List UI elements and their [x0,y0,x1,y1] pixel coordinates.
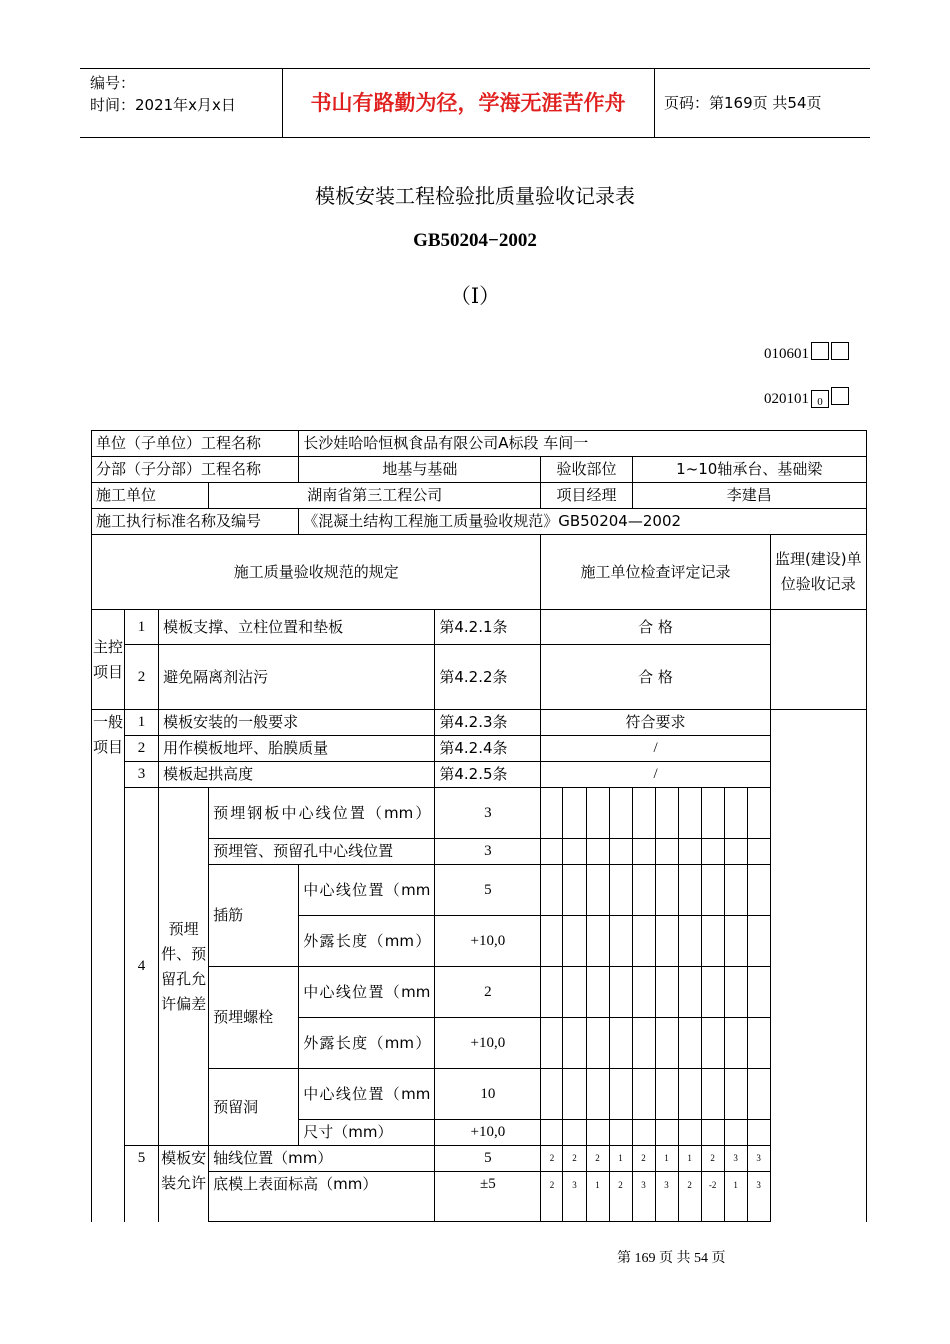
measure-cell[interactable] [655,839,678,865]
measure-cell[interactable] [632,1018,655,1069]
row-number: 2 [125,736,159,762]
row-number: 1 [125,610,159,645]
measure-cell[interactable]: 1 [678,1146,701,1172]
item-name: 避免隔离剂沾污 [159,645,435,710]
item-name: 模板支撑、立柱位置和垫板 [159,610,435,645]
header-meta [90,72,236,116]
group-label: 模板安装允许 [159,1146,209,1222]
measure-cell[interactable] [747,1018,770,1069]
measure-cell[interactable] [541,916,563,967]
subgroup-label: 预埋螺栓 [209,967,299,1069]
measure-cell[interactable] [586,1069,609,1120]
measure-cell[interactable] [586,916,609,967]
measure-cell[interactable] [701,967,724,1018]
standard-code: GB50204−2002 [413,230,537,251]
item-name: 轴线位置（mm） [209,1146,435,1172]
sub-item-name: 中心线位置（mm [299,967,435,1018]
header-motto: 书山有路勤为径，学海无涯苦作舟 [310,91,626,115]
spec-header: 施工质量验收规范的规定 [92,535,541,610]
clause: 第4.2.4条 [435,736,541,762]
item-name: 模板起拱高度 [159,762,435,788]
measure-cell[interactable] [586,1120,609,1146]
project-label: 单位（子单位）工程名称 [92,431,299,457]
date-label: 时间：2021年x月x日 [90,96,236,114]
part-value: 1~10轴承台、基础梁 [632,457,866,483]
measure-cell[interactable] [678,865,701,916]
measure-cell[interactable] [678,839,701,865]
measure-cell[interactable] [586,788,609,839]
measure-cell[interactable] [632,1069,655,1120]
measure-cell[interactable]: 1 [655,1146,678,1172]
allowed-value: 2 [435,967,541,1018]
measure-cell[interactable] [655,1120,678,1146]
check-result: 合 格 [541,610,770,645]
code-box[interactable] [831,342,849,360]
measure-cell[interactable]: 3 [747,1146,770,1172]
code-value: 010601 [764,346,809,362]
code-line-1 [764,342,849,363]
measure-cell[interactable] [678,788,701,839]
code-box[interactable] [831,387,849,405]
measure-cell[interactable] [563,865,586,916]
measure-cell[interactable] [655,865,678,916]
measure-cell[interactable] [701,865,724,916]
measure-cell[interactable] [724,1018,747,1069]
measure-cell[interactable] [701,1120,724,1146]
part-label: 验收部位 [541,457,632,483]
row-number: 5 [125,1146,159,1222]
measure-cell[interactable] [678,1120,701,1146]
measure-cell[interactable]: 3 [724,1146,747,1172]
item-name: 预埋管、预留孔中心线位置 [209,839,435,865]
measure-cell[interactable]: 3 [655,1172,678,1222]
measure-cell[interactable] [701,916,724,967]
measure-cell[interactable] [586,865,609,916]
page-header [80,68,870,138]
allowed-value: 3 [435,788,541,839]
measure-cell[interactable] [541,1120,563,1146]
standard-label: 施工执行标准名称及编号 [92,509,299,535]
header-divider [654,69,655,137]
check-result: / [541,762,770,788]
row-number: 3 [125,762,159,788]
measure-cell[interactable] [609,788,632,839]
measure-cell[interactable]: 1 [724,1172,747,1222]
code-box[interactable] [811,342,829,360]
measure-cell[interactable] [724,1120,747,1146]
clause: 第4.2.2条 [435,645,541,710]
measure-cell[interactable] [609,839,632,865]
measure-cell[interactable] [747,865,770,916]
measure-cell[interactable] [701,788,724,839]
standard-value: 《混凝土结构工程施工质量验收规范》GB50204—2002 [299,509,867,535]
sub-item-name: 中心线位置（mm [299,865,435,916]
number-label: 编号： [90,74,136,92]
measure-cell[interactable]: 2 [541,1172,563,1222]
supervisor-header: 监理(建设)单位验收记录 [770,535,866,610]
measure-cell[interactable]: 3 [747,1172,770,1222]
subgroup-label: 预留洞 [209,1069,299,1146]
measure-cell[interactable] [655,916,678,967]
measure-cell[interactable] [724,788,747,839]
row-number: 4 [125,788,159,1146]
measure-cell[interactable]: 2 [609,1172,632,1222]
allowed-value: 10 [435,1069,541,1120]
measure-cell[interactable] [747,916,770,967]
measure-cell[interactable] [678,916,701,967]
measure-cell[interactable] [747,1069,770,1120]
division-label: 分部（子分部）工程名称 [92,457,299,483]
measure-cell[interactable] [563,1018,586,1069]
document-title: 模板安装工程检验批质量验收记录表 [315,184,635,208]
page-footer: 第 169 页 共 54 页 [617,1251,726,1266]
measure-cell[interactable] [632,1120,655,1146]
measure-cell[interactable] [541,865,563,916]
measure-cell[interactable] [632,916,655,967]
measure-cell[interactable] [541,788,563,839]
measure-cell[interactable] [563,916,586,967]
measure-cell[interactable] [563,1120,586,1146]
measure-cell[interactable] [609,1069,632,1120]
item-name: 预埋钢板中心线位置（mm） [209,788,435,839]
measure-cell[interactable] [678,1069,701,1120]
row-number: 2 [125,645,159,710]
measure-cell[interactable] [632,788,655,839]
division-value: 地基与基础 [299,457,541,483]
measure-cell[interactable] [724,865,747,916]
measure-cell[interactable] [655,788,678,839]
measure-cell[interactable] [563,967,586,1018]
measure-cell[interactable]: 1 [609,1146,632,1172]
measure-cell[interactable] [609,967,632,1018]
item-name: 模板安装的一般要求 [159,710,435,736]
contractor-value: 湖南省第三工程公司 [209,483,541,509]
measure-cell[interactable] [586,967,609,1018]
sub-item-name: 外露长度（mm） [299,916,435,967]
allowed-value: +10,0 [435,916,541,967]
check-result: / [541,736,770,762]
allowed-value: ±5 [435,1172,541,1222]
measure-cell[interactable] [747,839,770,865]
measure-cell[interactable] [678,967,701,1018]
item-name: 底模上表面标高（mm） [209,1172,435,1222]
measure-cell[interactable]: 2 [701,1146,724,1172]
subgroup-label: 插筋 [209,865,299,967]
measure-cell[interactable]: 2 [632,1146,655,1172]
measure-cell[interactable] [609,1018,632,1069]
supervisor-cell[interactable] [770,610,866,710]
measure-cell[interactable]: 2 [541,1146,563,1172]
measure-cell[interactable] [724,1069,747,1120]
measure-cell[interactable] [563,839,586,865]
measure-cell[interactable] [632,967,655,1018]
manager-value: 李建昌 [632,483,866,509]
measure-cell[interactable] [563,1069,586,1120]
measure-cell[interactable] [747,788,770,839]
allowed-value: 5 [435,865,541,916]
sub-item-name: 中心线位置（mm [299,1069,435,1120]
measure-cell[interactable] [541,967,563,1018]
measure-cell[interactable] [632,839,655,865]
group-label: 预埋件、预留孔允许偏差 [159,788,209,1146]
measure-cell[interactable] [655,967,678,1018]
measure-cell[interactable] [724,967,747,1018]
code-value: 020101 [764,391,809,407]
check-result: 合 格 [541,645,770,710]
supervisor-cell[interactable] [770,710,866,1222]
measure-cell[interactable] [609,916,632,967]
allowed-value: +10,0 [435,1120,541,1146]
row-number: 1 [125,710,159,736]
measure-cell[interactable]: 1 [586,1172,609,1222]
main-items-label: 主控项目 [92,610,125,710]
measure-cell[interactable]: -2 [701,1172,724,1222]
header-page-info: 页码：第169页 共54页 [664,94,822,112]
sub-item-name: 外露长度（mm） [299,1018,435,1069]
measure-cell[interactable]: 3 [563,1172,586,1222]
measure-cell[interactable]: 3 [632,1172,655,1222]
measure-cell[interactable] [701,839,724,865]
inspection-table [91,430,867,1222]
manager-label: 项目经理 [541,483,632,509]
measure-cell[interactable] [701,1018,724,1069]
measure-cell[interactable] [609,865,632,916]
measure-cell[interactable] [655,1018,678,1069]
measure-cell[interactable] [586,1018,609,1069]
measure-cell[interactable] [541,1069,563,1120]
measure-cell[interactable]: 2 [678,1172,701,1222]
general-items-label: 一般项目 [92,710,125,1222]
measure-cell[interactable] [724,839,747,865]
measure-cell[interactable] [609,1120,632,1146]
code-box[interactable]: 0 [811,390,829,408]
allowed-value: +10,0 [435,1018,541,1069]
contractor-label: 施工单位 [92,483,209,509]
measure-cell[interactable] [655,1069,678,1120]
measure-cell[interactable] [563,788,586,839]
sub-item-name: 尺寸（mm） [299,1120,435,1146]
measure-cell[interactable] [586,839,609,865]
measure-cell[interactable] [747,1120,770,1146]
check-result: 符合要求 [541,710,770,736]
clause: 第4.2.1条 [435,610,541,645]
measure-cell[interactable] [632,865,655,916]
measure-cell[interactable] [724,916,747,967]
item-name: 用作模板地坪、胎膜质量 [159,736,435,762]
clause: 第4.2.5条 [435,762,541,788]
measure-cell[interactable]: 2 [586,1146,609,1172]
measure-cell[interactable] [541,839,563,865]
measure-cell[interactable]: 2 [563,1146,586,1172]
allowed-value: 5 [435,1146,541,1172]
measure-cell[interactable] [747,967,770,1018]
measure-cell[interactable] [678,1018,701,1069]
code-line-2 [764,387,849,408]
record-header: 施工单位检查评定记录 [541,535,770,610]
project-value: 长沙娃哈哈恒枫食品有限公司A标段 车间一 [299,431,867,457]
clause: 第4.2.3条 [435,710,541,736]
measure-cell[interactable] [701,1069,724,1120]
part-number: （Ⅰ） [449,284,501,308]
allowed-value: 3 [435,839,541,865]
measure-cell[interactable] [541,1018,563,1069]
